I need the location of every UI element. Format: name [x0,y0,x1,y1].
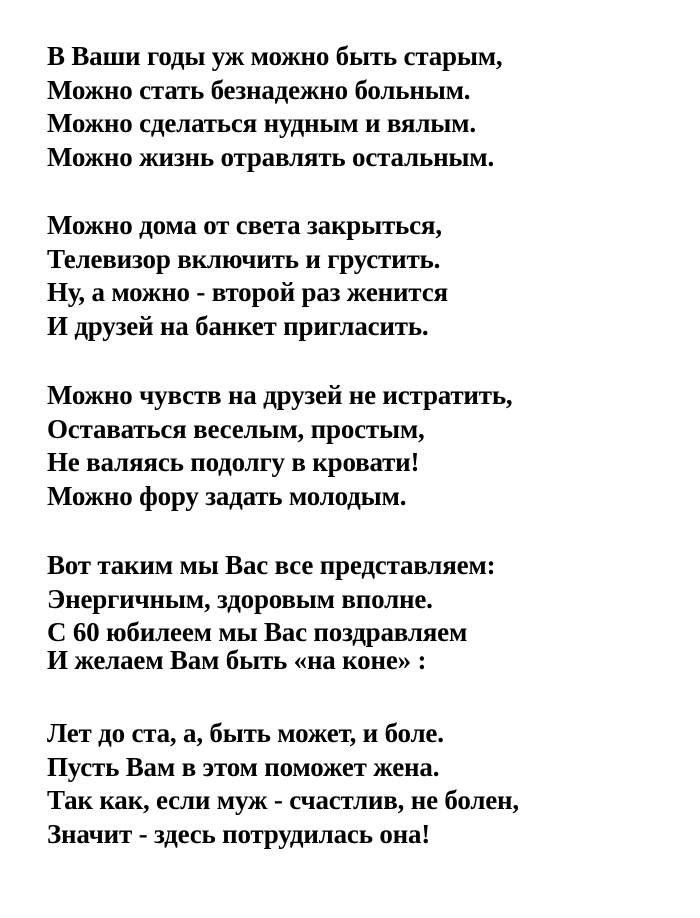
poem-line: И желаем Вам быть «на коне» : [47,644,427,675]
poem-line: Ну, а можно - второй раз женится [47,277,448,307]
poem-line: Можно сделаться нудным и вялым. [47,108,476,138]
poem-line: Вот таким мы Вас все представляем: [47,550,496,580]
stanza-1 [47,40,502,174]
stanza-2 [47,209,448,343]
stanza-5 [47,717,519,851]
poem-line: Пусть Вам в этом поможет жена. [47,751,440,782]
poem-line: С 60 юбилеем мы Вас поздравляем [47,617,468,647]
poem-line: Телевизор включить и грустить. [47,243,441,274]
stanza-4 [47,549,495,677]
poem-line: В Ваши годы уж можно быть старым, [47,41,503,71]
poem-line: Значит - здесь потрудилась она! [47,818,431,849]
poem-line: Можно чувств на друзей не истратить, [47,380,513,410]
poem-line: Можно жизнь отравлять остальным. [47,141,495,172]
stanza-3 [47,379,512,513]
poem-line: Можно дома от света закрыться, [47,210,442,240]
poem-line: Можно стать безнадежно больным. [47,74,471,105]
poem-line: Не валяясь подолгу в кровати! [47,447,420,477]
poem-line: И друзей на банкет пригласить. [47,310,429,341]
poem-line: Оставаться веселым, простым, [47,413,425,444]
poem-line: Можно фору задать молодым. [47,480,407,511]
poem-line: Лет до ста, а, быть может, и боле. [47,718,444,748]
poem-line: Энергичным, здоровым вполне. [47,583,433,614]
poem-line: Так как, если муж - счастлив, не болен, [47,785,519,815]
